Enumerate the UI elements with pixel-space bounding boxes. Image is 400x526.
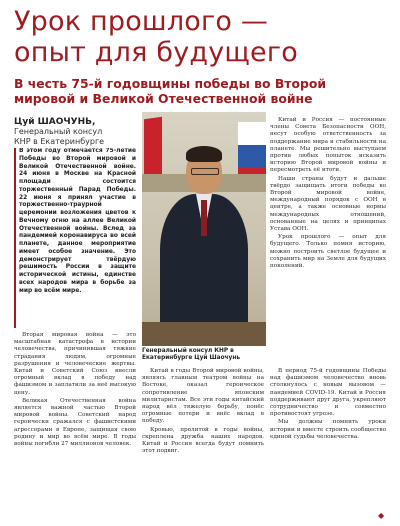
author-position-2: КНР в Екатеринбурге — [14, 137, 105, 146]
paragraph: Кровью, пролитой в годы войны, скреплена дружба наших народов. Китай и Россия всегда будут помнить этот подвиг. — [142, 426, 264, 455]
paragraph: Вторая мировая война — это масштабная катастрофа в истории человечества, причинившая тяжкие страдания людям, огромные разрушения и человеческие жертвы. Китай и Советский Союз внесли огромный вклад в победу над фашизмом и заплатили за неё высокую цену. — [14, 332, 136, 396]
lead-text: В этом году отмечается 75-летие Победы во Второй мировой и Великой Отечественной войне. 24 июня в Москве на Красной площади состоится торжественный Парад Победы. 22 июня я принял участие в торжественно-траурной церемонии возложения цветов к Вечному огню на аллее Великой Отечественной войны. Вслед за пандемией коронавируса во всей планете, данное мероприятие имеет особое значение. Это демонстрирует твёрдую решимость России в защите исторической истины, единстве всех народов мира в борьбе за мир во всём мире. — [19, 148, 136, 294]
paragraph: Китай в годы Второй мировой войны, являясь главным театром войны на Востоке, оказал героическое сопротивление японским милитаристам. Все эти годы китайский народ вёл тяжелую борьбу, понёс огромные потери и внёс вклад в победу. — [142, 368, 264, 425]
end-mark-icon: ◆ — [378, 511, 385, 520]
article-column-2 — [142, 368, 264, 520]
headline-line-1: Урок прошлого — — [14, 6, 269, 37]
author-name: Цуй ШАОЧУНЬ, — [14, 117, 96, 127]
byline — [14, 117, 144, 147]
person-glasses — [191, 168, 219, 175]
subheadline: В честь 75-й годовщины победы во Второй мировой и Великой Отечественной войне — [14, 76, 327, 106]
headline-line-2: опыт для будущего — [14, 37, 298, 68]
paragraph: Наши страны будут и дальше твёрдо защищать итоги победы во Второй мировой войне, международный порядок с ООН в центре, а также основные нормы международных отношений, основанные на целях и принципах Устава ООН. — [270, 175, 386, 233]
article-column-3 — [270, 368, 386, 520]
paragraph: В период 75-й годовщины Победы над фашизмом человечество вновь столкнулось с новым вызовом — пандемией COVID-19. Китай и Россия поддерживают друг друга, укрепляют сотрудничество и совместно противостоят угрозе. — [270, 368, 386, 418]
article-column-1 — [14, 332, 136, 520]
headline — [14, 6, 390, 68]
paragraph: Урок прошлого — опыт для будущего. Только помня историю, можно построить светлое будущее и сохранить мир на Земле для будущих поколений. — [270, 234, 386, 270]
paragraph: Великая Отечественная война является важной частью Второй мировой войны. Советский народ героически сражался с фашистскими агрессорами в Европе, защищая свою родину и мир во всём мире. В годы войны погибли 27 миллионов человек. — [14, 397, 136, 448]
article-column-right-top — [270, 117, 386, 355]
author-position-1: Генеральный консул — [14, 127, 103, 136]
consul-photo — [142, 112, 266, 346]
lead-paragraph — [14, 148, 136, 328]
desk — [142, 322, 266, 346]
paragraph: Китай и Россия — постоянные члены Совета Безопасности ООН, несут особую ответственность за поддержание мира и стабильности на планете. Мы решительно выступаем против любых попыток исказить историю Второй мировой войны и пересмотреть её итоги. — [270, 117, 386, 174]
person-tie — [201, 200, 207, 236]
person-hair — [186, 146, 222, 162]
paragraph: Мы должны помнить уроки истории и вместе строить сообщество единой судьбы человечества. — [270, 419, 386, 440]
photo-caption: Генеральный консул КНР в Екатеринбурге Цуй Шаочунь — [142, 348, 240, 361]
china-flag-shape — [144, 117, 162, 178]
